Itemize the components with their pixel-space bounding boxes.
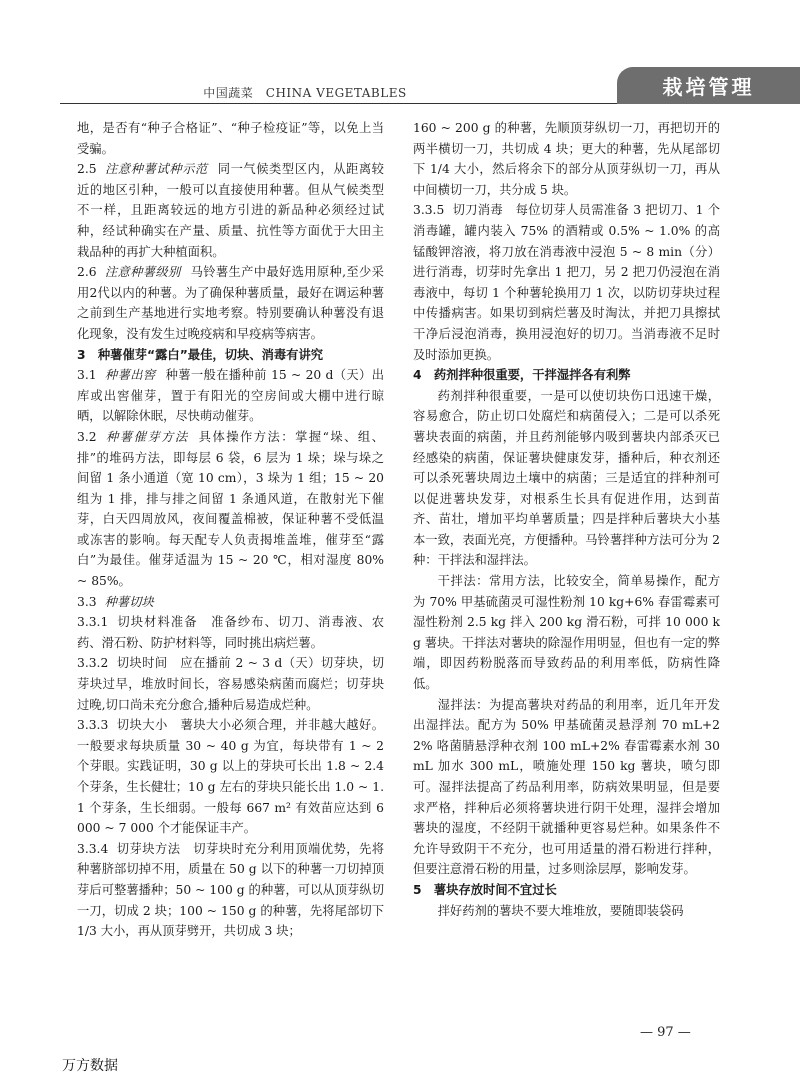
body-paragraph: 湿拌法：为提高薯块对药品的利用率，近几年开发出湿拌法。配方为 50% 甲基硫菌灵悬浮剂 70 mL+22% 咯菌腈悬浮种衣剂 100 mL+2% 春雷霉素水剂 30 mL 加水 300 mL，喷施处理 150 kg 薯块，喷匀即可。湿拌法提高了药品利用率，防病效果明显，但是要求严格，拌种后必须将薯块进行阴干处理，湿拌会增加薯块的湿度，不经阴干就播种更容易烂种。如果条件不允许导致阴干不充分，也可用适量的滑石粉进行拌种，但要注意滑石粉的用量，过多则涂层厚，影响发芽。 xyxy=(413,697,720,877)
section-heading: 3 种薯催芽“露白”最佳，切块、消毒有讲究 xyxy=(77,347,324,362)
body-paragraph: 干拌法：常用方法，比较安全，简单易操作，配方为 70% 甲基硫菌灵可湿性粉剂 10 kg+6% 春雷霉素可湿性粉剂 2.5 kg 拌入 200 kg 滑石粉，可拌 10 000 kg 薯块。干拌法对薯块的除湿作用明显，但也有一定的弊端，即因药粉脱落而导致药品的利用率低，防病性降低。 xyxy=(413,574,720,692)
body-paragraph: 160 ~ 200 g 的种薯，先顺顶芽纵切一刀，再把切开的两半横切一刀，共切成 4 块；更大的种薯，先从尾部切下 1/4 大小，然后将余下的部分从顶芽纵切一刀，再从中间横切一刀，共分成 5 块。 xyxy=(413,121,720,197)
header-rule xyxy=(60,103,617,104)
subsection-title: 注意种薯试种示范 xyxy=(104,162,208,177)
paragraph-text: 马铃薯生产中最好选用原种,至少采用2代以内的种薯。为了确保种薯质量，最好在调运种薯之前到生产基地进行实地考察。特别要确认种薯没有退化现象，没有发生过晚疫病和早疫病等病害。 xyxy=(77,265,384,341)
subsection-title: 注意种薯级别 xyxy=(104,265,181,280)
paragraph-text: 切刀消毒 每位切芽人员需准备 3 把切刀、1 个消毒罐，罐内装入 75% 的酒精或 0.5% ~ 1.0% 的高锰酸钾溶液，将刀放在消毒液中浸泡 5 ~ 8 min（分）进行消毒，切芽时先拿出 1 把刀，另 2 把刀仍浸泡在消毒液中，每切 1 个种薯轮换用刀 1 次，以防切芽块过程中传播病害。如果切到病烂薯及时淘汰，并把刀具擦拭干净后浸泡消毒，换用浸泡好的切刀。当消毒液不足时及时添加更换。 xyxy=(413,203,720,362)
subsection-number: 3.3 xyxy=(77,594,97,609)
section-label: 栽培管理 xyxy=(662,75,755,99)
subsection-paragraph xyxy=(77,839,384,942)
subsection-number: 3.3.1 xyxy=(77,615,109,630)
paragraph-text: 切块材料准备 准备纱布、切刀、消毒液、农药、滑石粉、防护材料等，同时挑出病烂薯。 xyxy=(77,615,384,650)
source-watermark: 万方数据 xyxy=(62,1058,118,1074)
page-number: — 97 — xyxy=(640,1025,691,1040)
subsection-number: 2.5 xyxy=(77,162,97,177)
subsection-paragraph xyxy=(77,159,384,262)
left-column xyxy=(77,118,384,942)
section-tab xyxy=(617,67,800,104)
subsection-number: 3.1 xyxy=(77,368,97,383)
subsection-paragraph xyxy=(77,612,384,653)
subsection-title: 种薯出窖 xyxy=(104,368,156,383)
subsection-number: 2.6 xyxy=(77,265,97,280)
paragraph-text: 切块时间 应在播前 2 ~ 3 d（天）切芽块，切芽块过早，堆放时间长，容易感染病菌而腐烂；切芽块过晚,切口尚未充分愈合,播种后易造成烂种。 xyxy=(77,656,384,712)
subsection-number: 3.3.5 xyxy=(413,203,445,218)
paragraph-text: 种薯一般在播种前 15 ~ 20 d（天）出库或出窖催芽，置于有阳光的空房间或大棚中进行晾晒，以解除休眠，尽快萌动催芽。 xyxy=(77,368,384,424)
subsection-number: 3.2 xyxy=(77,429,97,444)
paragraph-text: 同一气候类型区内，从距离较近的地区引种，一般可以直接使用种薯。但从气候类型不一样，且距离较远的地方引进的新品种必须经过试种，经试种确实在产量、质量、抗性等方面优于大田主栽品种的再扩大种植面积。 xyxy=(77,162,384,259)
right-column xyxy=(413,118,720,921)
journal-title: 中国蔬菜 CHINA VEGETABLES xyxy=(203,86,407,100)
section-heading: 5 薯块存放时间不宜过长 xyxy=(413,882,557,897)
body-paragraph: 药剂拌种很重要，一是可以使切块伤口迅速干燥，容易愈合，防止切口处腐烂和病菌侵入；二是可以杀死薯块表面的病菌，并且药剂能够内吸到薯块内部杀灭已经感染的病菌，保证薯块健康发芽，播种后，种衣剂还可以杀死薯块周边土壤中的病菌；三是适宜的拌种剂可以促进薯块发芽，对根系生长具有促进作用，达到苗齐、苗壮，增加平均单薯质量；四是拌种后薯块大小基本一致，表面光亮，方便播种。马铃薯拌种方法可分为 2 种：干拌法和湿拌法。 xyxy=(413,388,720,568)
subsection-number: 3.3.3 xyxy=(77,718,109,733)
page-header xyxy=(0,0,800,108)
subsection-paragraph xyxy=(77,427,384,592)
paragraph-text: 切芽块方法 切芽块时充分利用顶端优势，先将种薯脐部切掉不用，质量在 50 g 以下的种薯一刀切掉顶芽后可整薯播种；50 ~ 100 g 的种薯，可以从顶芽纵切一刀，切成 2 块；100 ~ 150 g 的种薯，先将尾部切下 1/3 大小，再从顶芽劈开，共切成 3 块； xyxy=(77,841,384,939)
subsection-title: 种薯切块 xyxy=(104,594,154,609)
subsection-title: 种薯催芽方法 xyxy=(104,429,189,444)
subsection-paragraph xyxy=(77,592,384,613)
paragraph-text: 切块大小 薯块大小必须合理，并非越大越好。一般要求每块质量 30 ~ 40 g 为宜，每块带有 1 ~ 2 个芽眼。实践证明，30 g 以上的芽块可长出 1.8 ~ 2.4 个芽条，生长健壮；10 g 左右的芽块只能长出 1.0 ~ 1.1 个芽条，生长细弱。一般每 667 m² 有效苗应达到 6 000 ~ 7 000 个才能保证丰产。 xyxy=(77,718,384,836)
body-paragraph: 地，是否有“种子合格证”、“种子检疫证”等，以免上当受骗。 xyxy=(77,121,384,156)
subsection-paragraph xyxy=(77,262,384,344)
subsection-paragraph xyxy=(77,653,384,715)
subsection-paragraph xyxy=(77,715,384,839)
section-heading: 4 药剂拌种很重要，干拌湿拌各有利弊 xyxy=(413,368,631,383)
subsection-number: 3.3.4 xyxy=(77,841,109,856)
body-paragraph: 拌好药剂的薯块不要大堆堆放，要随即装袋码 xyxy=(437,903,684,918)
subsection-paragraph xyxy=(77,365,384,427)
subsection-number: 3.3.2 xyxy=(77,656,109,671)
subsection-paragraph xyxy=(413,200,720,365)
paragraph-text: 具体操作方法：掌握“垛、组、排”的堆码方法，即每层 6 袋，6 层为 1 垛；垛与垛之间留 1 条小通道（宽 10 cm），3 垛为 1 组；15 ~ 20 组为 1 排，排与排之间留 1 条通风道，在散射光下催芽，白天四周放风，夜间覆盖棉被，保证种薯不受低温或冻害的影响。每天配专人负责揭堆盖堆，催芽至“露白”为最佳。催芽适温为 15 ~ 20 ℃，相对湿度 80% ~ 85%。 xyxy=(77,429,384,589)
